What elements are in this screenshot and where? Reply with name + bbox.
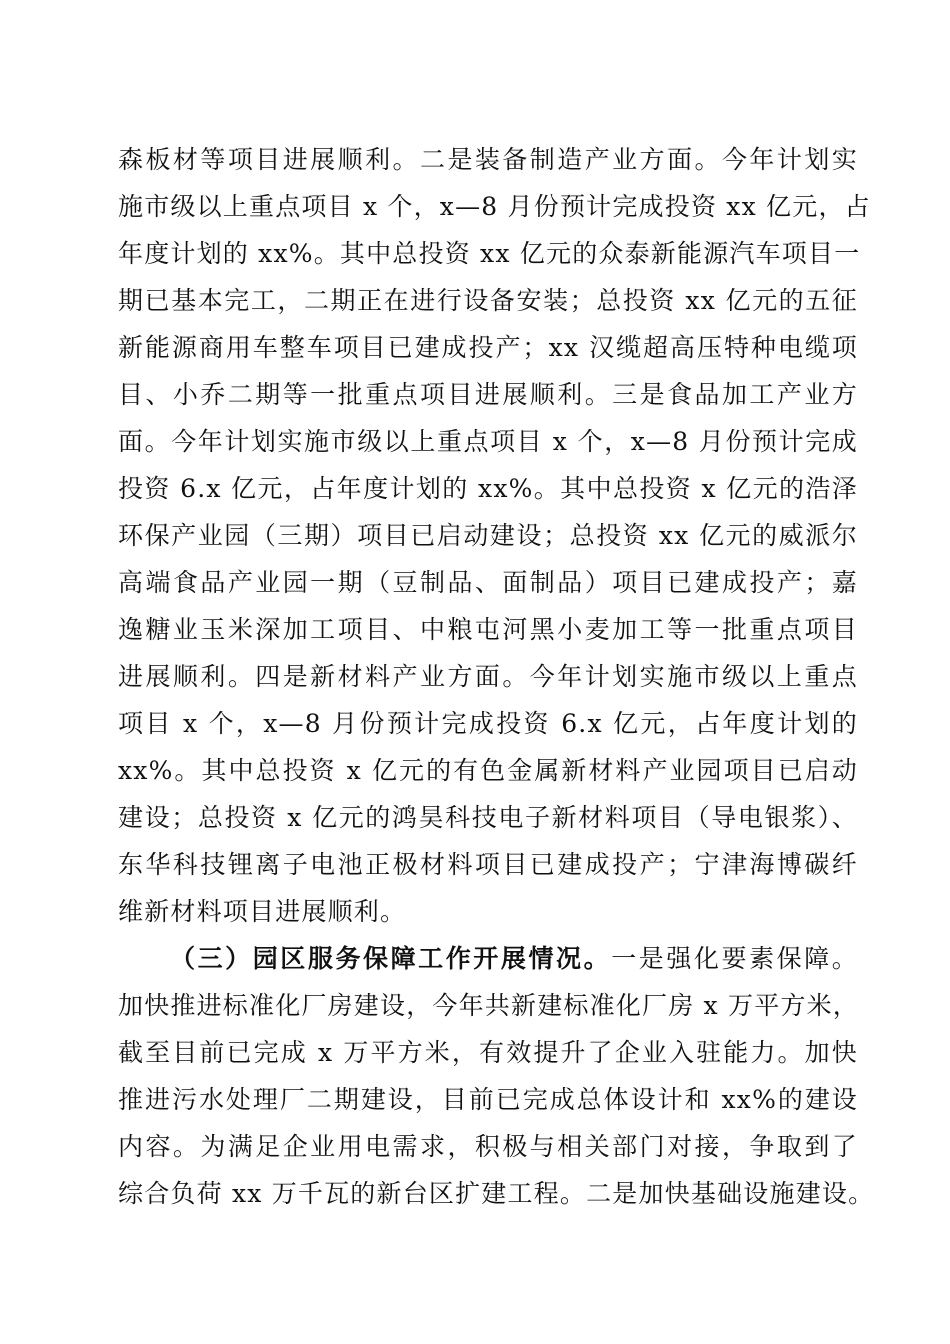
paragraph-line: 截至目前已完成 x 万平方米，有效提升了企业入驻能力。加快: [118, 1038, 858, 1067]
section-heading: （三）园区服务保障工作开展情况。: [170, 944, 612, 973]
paragraph-line: 环保产业园（三期）项目已启动建设；总投资 xx 亿元的威派尔: [118, 521, 858, 550]
paragraph-line: 推进污水处理厂二期建设，目前已完成总体设计和 xx%的建设: [118, 1085, 858, 1114]
paragraph-line: 进展顺利。四是新材料产业方面。今年计划实施市级以上重点: [118, 662, 858, 691]
paragraph-line: 逸糖业玉米深加工项目、中粮屯河黑小麦加工等一批重点项目: [118, 615, 858, 644]
paragraph-line: 投资 6.x 亿元，占年度计划的 xx%。其中总投资 x 亿元的浩泽: [118, 474, 858, 503]
paragraph-line: 加快推进标准化厂房建设，今年共新建标准化厂房 x 万平方米，: [118, 991, 859, 1020]
paragraph-line: 建设；总投资 x 亿元的鸿昊科技电子新材料项目（导电银浆）、: [118, 803, 858, 832]
paragraph-line: 期已基本完工，二期正在进行设备安装；总投资 xx 亿元的五征: [118, 286, 858, 315]
paragraph-line: 目、小乔二期等一批重点项目进展顺利。三是食品加工产业方: [118, 380, 858, 409]
paragraph-line: 施市级以上重点项目 x 个，x—8 月份预计完成投资 xx 亿元，占: [118, 192, 871, 221]
paragraph-line: 项目 x 个，x—8 月份预计完成投资 6.x 亿元，占年度计划的: [118, 709, 858, 738]
paragraph-line: 内容。为满足企业用电需求，积极与相关部门对接，争取到了: [118, 1132, 858, 1161]
paragraph-line: 新能源商用车整车项目已建成投产；xx 汉缆超高压特种电缆项: [118, 333, 858, 362]
paragraph-line: 维新材料项目进展顺利。: [118, 897, 407, 926]
paragraph-line: 东华科技锂离子电池正极材料项目已建成投产；宁津海博碳纤: [118, 850, 858, 879]
paragraph-line: 综合负荷 xx 万千瓦的新台区扩建工程。二是加快基础设施建设。: [118, 1179, 875, 1208]
paragraph-line: xx%。其中总投资 x 亿元的有色金属新材料产业园项目已启动: [118, 756, 858, 785]
paragraph-line: 高端食品产业园一期（豆制品、面制品）项目已建成投产；嘉: [118, 568, 858, 597]
paragraph-line: 森板材等项目进展顺利。二是装备制造产业方面。今年计划实: [118, 145, 858, 174]
paragraph-line: 年度计划的 xx%。其中总投资 xx 亿元的众泰新能源汽车项目一: [118, 239, 861, 268]
section-heading-rest: 一是强化要素保障。: [611, 944, 858, 973]
paragraph-line: 面。今年计划实施市级以上重点项目 x 个，x—8 月份预计完成: [118, 427, 858, 456]
section-heading-line: [170, 936, 858, 982]
